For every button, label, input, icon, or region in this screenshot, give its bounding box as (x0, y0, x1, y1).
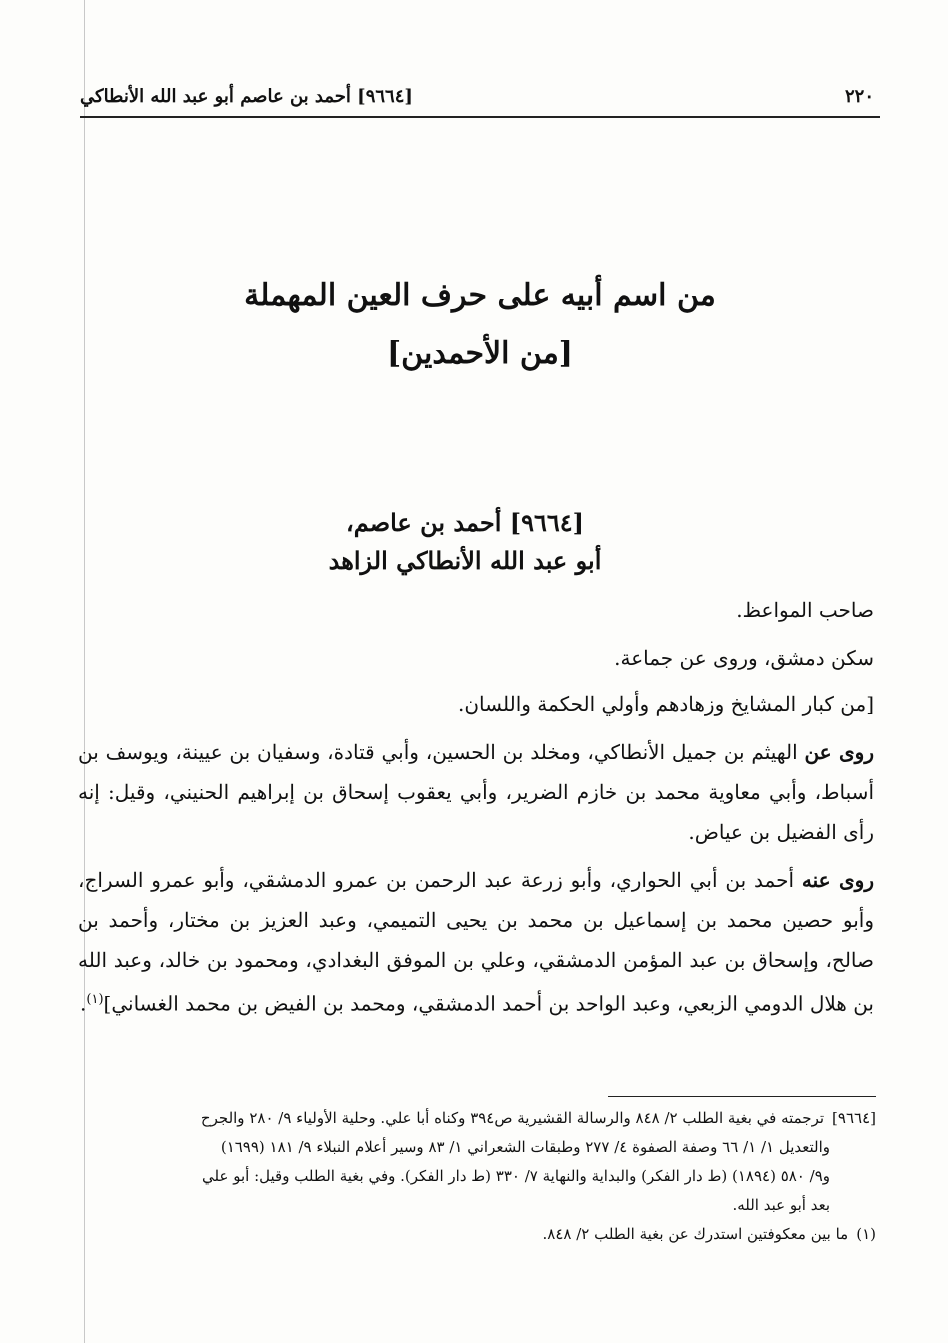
footnote-1-line2: والتعديل ١/ ١/ ٦٦ وصفة الصفوة ٤/ ٢٧٧ وطبقات الشعراني ١/ ٨٣ وسير أعلام النبلاء ٩/ ١٨١ (١٦٩٩) (220, 1138, 830, 1156)
paragraph-narrated-from (78, 732, 874, 852)
narrators-end: . (80, 991, 87, 1016)
narrated-from-text: الهيثم بن جميل الأنطاكي، ومخلد بن الحسين، وأبي قتادة، وسفيان بن عيينة، ويوسف بن أسباط، وأبي معاوية محمد بن خازم الضرير، وأبي يعقوب إسحاق بن إبراهيم الحنيني، وقيل: إنه رأى الفضيل بن عياض. (78, 740, 874, 844)
header-rule (80, 116, 880, 118)
narrators-label: روى عنه (801, 868, 875, 892)
paragraph-description: صاحب المواعظ. (736, 598, 874, 622)
footnote-1-mark: [٩٦٦٤] (832, 1109, 876, 1127)
narrated-from-label: روى عن (804, 740, 874, 764)
footnote-reference: (١) (86, 992, 104, 1007)
footnote-rule (608, 1096, 876, 1097)
paragraph-virtues: [من كبار المشايخ وزهادهم وأولي الحكمة واللسان. (458, 692, 874, 716)
section-subtitle: [من الأحمدين] (386, 336, 573, 371)
paragraph-narrators (78, 860, 874, 1024)
page-number: ٢٢٠ (844, 86, 874, 107)
footnote-1 (80, 1104, 876, 1220)
entry-title-line2: أبو عبد الله الأنطاكي الزاهد (328, 546, 602, 575)
paragraph-residence: سكن دمشق، وروى عن جماعة. (614, 646, 874, 670)
footnote-2-line: (١)ما بين معكوفتين استدرك عن بغية الطلب ٢/ ٨٤٨. (542, 1225, 876, 1243)
entry-title-line1: [٩٦٦٤] أحمد بن عاصم، (346, 508, 584, 537)
footnote-1-line1: [٩٦٦٤]ترجمته في بغية الطلب ٢/ ٨٤٨ والرسالة القشيرية ص٣٩٤ وكناه أبا علي. وحلية الأولياء ٩/ ٢٨٠ والجرح (200, 1109, 876, 1127)
section-title: من اسم أبيه على حرف العين المهملة (244, 278, 716, 313)
footnote-1-line3: و٩/ ٥٨٠ (١٨٩٤) (ط دار الفكر) والبداية والنهاية ٧/ ٣٣٠ (ط دار الفكر). وفي بغية الطلب وقيل: أبو علي (202, 1167, 830, 1185)
footnote-1-line4: بعد أبو عبد الله. (732, 1196, 830, 1214)
running-title: [٩٦٦٤] أحمد بن عاصم أبو عبد الله الأنطاكي (80, 86, 413, 107)
footnotes (80, 1104, 876, 1249)
narrators-text: أحمد بن أبي الحواري، وأبو زرعة عبد الرحمن بن عمرو الدمشقي، وأبو عمرو السراج، وأبو حصين محمد بن إسماعيل بن محمد بن يحيى التميمي، وعبد العزيز بن مختار، وأحمد بن صالح، وإسحاق بن عبد المؤمن الدمشقي، وعلي بن الموفق البغدادي، ومحمود بن خالد، وعبد الله بن هلال الدومي الزبعي، وعبد الواحد بن أحمد الدمشقي، ومحمد بن الفيض بن محمد الغساني] (78, 868, 874, 1016)
page-header (80, 86, 880, 116)
footnote-2-mark: (١) (856, 1225, 876, 1243)
footnote-2 (80, 1220, 876, 1249)
